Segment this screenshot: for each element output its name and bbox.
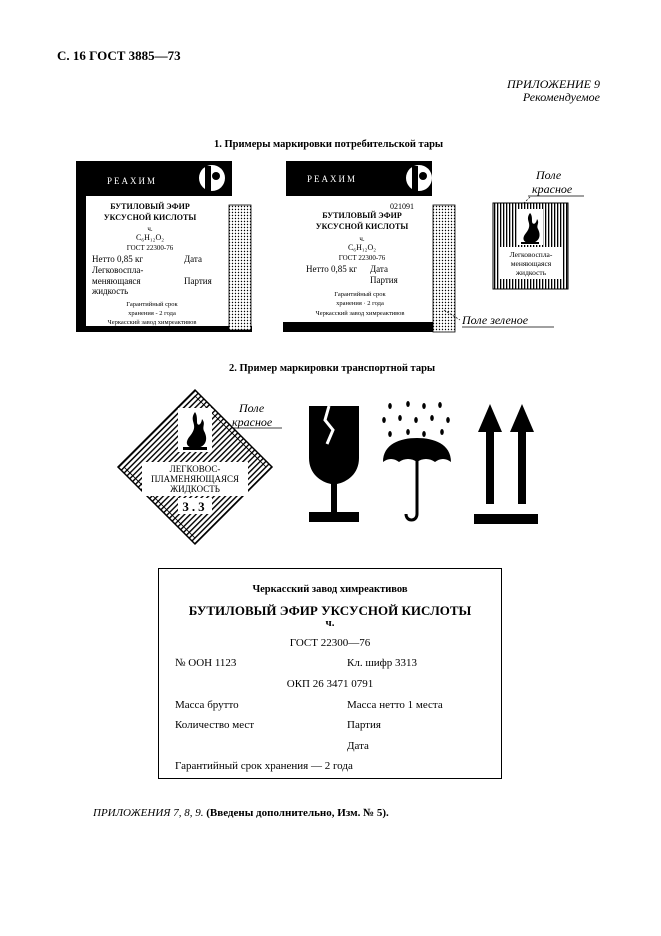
hazard-text-line1: ЛЕГКОВОС- — [169, 464, 221, 474]
red-field-caption-line2: красное — [232, 415, 273, 429]
consumer-label-1 — [72, 160, 262, 336]
warranty: Гарантийный срок хранения — 2 года — [175, 760, 353, 772]
date-label: Дата — [184, 254, 202, 264]
places-count: Количество мест — [175, 719, 255, 731]
product-name-line2: УКСУСНОЙ КИСЛОТЫ — [315, 222, 409, 231]
brand-text: РЕАХИМ — [306, 174, 358, 184]
maker: Черкасский завод химреактивов — [252, 584, 408, 595]
netto: Нетто 0,85 кг — [306, 264, 358, 274]
red-field-caption-line1: Поле — [239, 401, 265, 415]
red-field-caption-line1: Поле — [536, 168, 562, 182]
maker: Черкасский завод химреактивов — [315, 310, 405, 317]
netto: Нетто 0,85 кг — [92, 254, 144, 264]
bottom-stripe — [76, 326, 252, 332]
okp-code: ОКП 26 3471 0791 — [286, 678, 374, 690]
hazard-text-line3: жидкость — [515, 268, 547, 277]
formula: C₆H₁₂O₂ — [135, 233, 165, 242]
hazard-line2: меняющаяся — [92, 276, 141, 286]
page-header: С. 16 ГОСТ 3885—73 — [57, 48, 181, 63]
grade: ч. — [325, 617, 335, 629]
hazard-text-line1: Легковоспла- — [509, 250, 553, 259]
product-name-line1: БУТИЛОВЫЙ ЭФИР — [322, 211, 402, 220]
brand-text: РЕАХИМ — [106, 176, 158, 186]
red-field-caption-line2: красное — [532, 182, 573, 196]
flame-icon — [178, 408, 212, 452]
green-field-caption: Поле зеленое — [462, 313, 529, 327]
section2-title: 2. Пример маркировки транспортной тары — [229, 363, 436, 374]
batch-label: Партия — [370, 275, 398, 285]
oon-number: № ООН 1123 — [175, 657, 237, 669]
appendix-title: ПРИЛОЖЕНИЕ 9 — [507, 77, 600, 91]
date-label: Дата — [370, 264, 388, 274]
footer-amendment: (Введены дополнительно, Изм. № 5). — [206, 807, 389, 819]
hazard-text-line2: меняющаяся — [510, 259, 552, 268]
keep-dry-umbrella-icon — [378, 400, 456, 528]
warranty-line1: Гарантийный срок — [126, 301, 178, 308]
maker: Черкасский завод химреактивов — [107, 319, 197, 326]
bottom-stripe — [283, 322, 453, 332]
appendix-block — [507, 78, 600, 104]
net-mass: Масса нетто 1 места — [347, 699, 443, 711]
gost: ГОСТ 22300—76 — [289, 637, 371, 649]
date: Дата — [347, 740, 369, 752]
class-cipher: Кл. шифр 3313 — [347, 657, 418, 669]
gost: ГОСТ 22300-76 — [126, 244, 174, 252]
appendix-recommended: Рекомендуемое — [522, 90, 600, 104]
product-name: БУТИЛОВЫЙ ЭФИР УКСУСНОЙ КИСЛОТЫ — [188, 603, 472, 618]
section1-title: 1. Примеры маркировки потребительской тары — [214, 139, 444, 150]
flame-icon — [517, 209, 543, 245]
hazard-line3: жидкость — [92, 286, 129, 296]
batch: Партия — [347, 719, 381, 731]
hazard-text-line3: ЖИДКОСТЬ — [170, 484, 220, 494]
product-name-line1: БУТИЛОВЫЙ ЭФИР — [110, 202, 190, 211]
hazard-line1: Легковоспла- — [92, 265, 144, 275]
batch-label: Партия — [184, 276, 212, 286]
fragile-glass-icon — [303, 404, 365, 524]
formula: C₆H₁₂O₂ — [347, 243, 377, 252]
footer-note — [93, 807, 389, 819]
footer-appendices: ПРИЛОЖЕНИЯ 7, 8, 9. — [93, 807, 204, 819]
hazard-label-consumer — [488, 163, 588, 293]
grade: ч. — [147, 225, 153, 233]
left-stripe — [76, 161, 86, 329]
gross-mass: Масса брутто — [175, 699, 239, 711]
product-name-line2: УКСУСНОЙ КИСЛОТЫ — [103, 213, 197, 222]
warranty-line2: хранения · 2 года — [336, 300, 384, 307]
green-field-strip — [433, 205, 455, 332]
hazard-class: 3.3 — [182, 499, 208, 514]
this-way-up-arrows-icon — [470, 404, 542, 528]
product-code: 021091 — [390, 202, 414, 211]
gost: ГОСТ 22300-76 — [338, 254, 386, 262]
green-field-strip — [229, 205, 251, 330]
grade: ч. — [359, 235, 365, 243]
rain-drops — [382, 401, 450, 437]
warranty-line1: Гарантийный срок — [334, 291, 386, 298]
transport-label — [158, 568, 502, 779]
hazard-text-line2: ПЛАМЕНЯЮЩАЯСЯ — [151, 474, 239, 484]
hazard-diamond — [112, 388, 292, 548]
warranty-line2: хранения - 2 года — [128, 310, 176, 317]
